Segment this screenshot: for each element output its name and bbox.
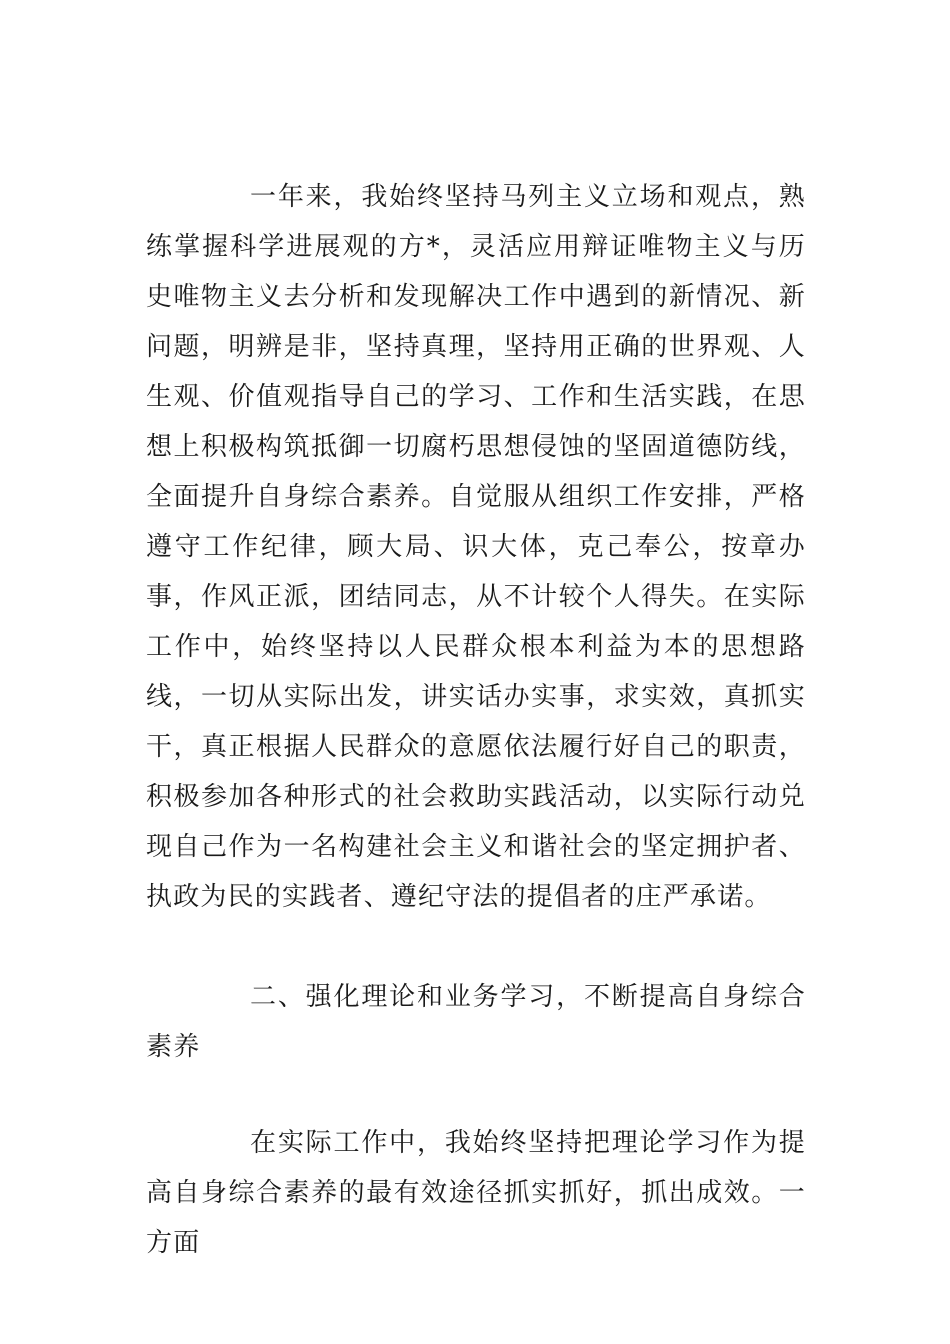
body-paragraph: 在实际工作中，我始终坚持把理论学习作为提高自身综合素养的最有效途径抓实抓好，抓出成效。一方面 bbox=[146, 1128, 806, 1258]
section-heading: 二、强化理论和业务学习，不断提高自身综合素养 bbox=[146, 982, 806, 1062]
body-paragraph: 一年来，我始终坚持马列主义立场和观点，熟练掌握科学进展观的方*，灵活应用辩证唯物主义与历史唯物主义去分析和发现解决工作中遇到的新情况、新问题，明辨是非，坚持真理，坚持用正确的世界观、人生观、价值观指导自己的学习、工作和生活实践，在思想上积极构筑抵御一切腐朽思想侵蚀的坚固道德防线，全面提升自身综合素养。自觉服从组织工作安排，严格遵守工作纪律，顾大局、识大体，克己奉公，按章办事，作风正派，团结同志，从不计较个人得失。在实际工作中，始终坚持以人民群众根本利益为本的思想路线，一切从实际出发，讲实话办实事，求实效，真抓实干，真正根据人民群众的意愿依法履行好自己的职责，积极参加各种形式的社会救助实践活动，以实际行动兑现自己作为一名构建社会主义和谐社会的坚定拥护者、执政为民的实践者、遵纪守法的提倡者的庄严承诺。 bbox=[146, 182, 806, 912]
